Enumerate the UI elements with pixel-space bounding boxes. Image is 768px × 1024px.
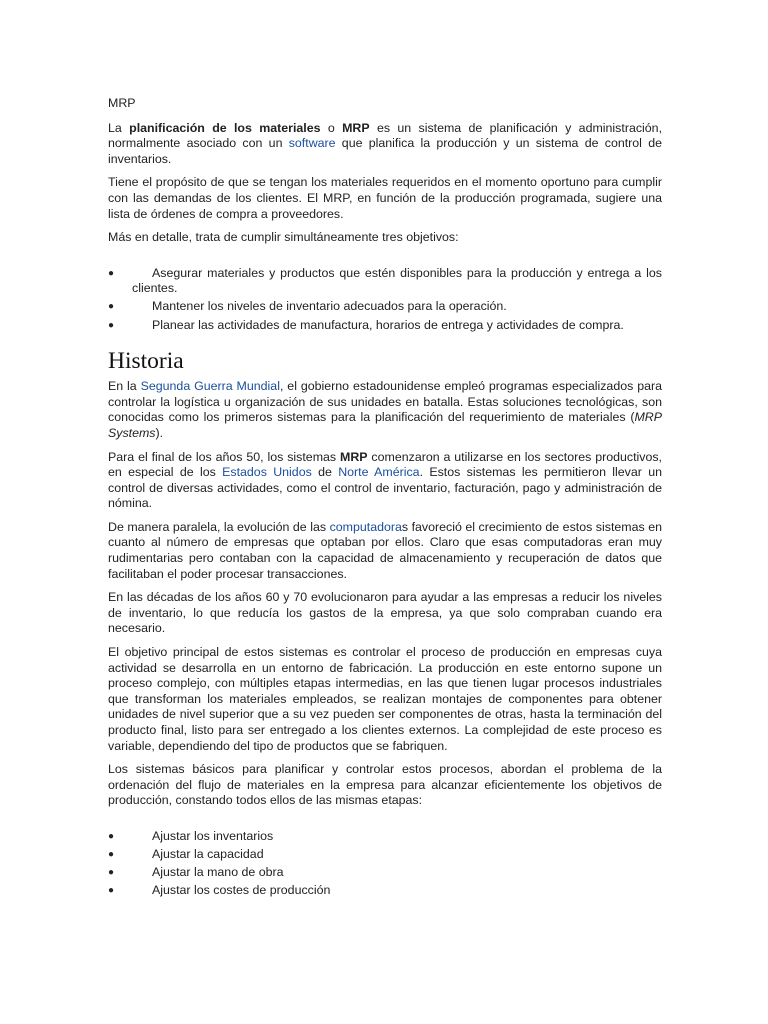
text-span: que planifica la producción y un sistema de control de inventarios. <box>108 136 662 166</box>
text-span: o <box>320 120 343 135</box>
section-heading-historia: Historia <box>108 348 184 375</box>
bullet-icon: ● <box>108 849 115 861</box>
link-norte-america[interactable]: Norte América <box>338 465 420 480</box>
link-segunda-guerra-mundial[interactable]: Segunda Guerra Mundial <box>140 379 280 394</box>
list-item-text: Mantener los niveles de inventario adecuados para la operación. <box>152 299 507 314</box>
list-item <box>108 299 662 315</box>
list-item-text: Ajustar los inventarios <box>152 828 274 843</box>
list-item-text: Planear las actividades de manufactura, horarios de entrega y actividades de compra. <box>152 317 624 332</box>
bullet-icon: ● <box>108 885 115 897</box>
historia-paragraph-3 <box>108 520 662 582</box>
list-item-text: Asegurar materiales y productos que estén disponibles para la producción y entrega a los clientes. <box>132 265 662 296</box>
list-item-text: Ajustar la capacidad <box>152 847 264 862</box>
text-span: de <box>311 465 339 480</box>
text-span: . Estos sistemas les permitieron llevar un control de diversas actividades, como el control de inventario, facturación, pago y administración de nómina. <box>108 465 662 511</box>
bold-term-planificacion: planificación de los materiales <box>129 120 321 135</box>
historia-paragraph-6: Los sistemas básicos para planificar y controlar estos procesos, abordan el problema de la ordenación del flujo de materiales en la empresa para alcanzar eficientemente los objetivos de producción, constando todos ellos de las mismas etapas: <box>108 762 662 808</box>
text-span: comenzaron a utilizarse en los sectores productivos, en especial de los <box>108 449 662 480</box>
text-span: es un sistema de planificación y administración, normalmente asociado con un <box>108 120 663 151</box>
bullet-icon: ● <box>108 267 115 279</box>
link-computadora[interactable]: computadora <box>329 519 402 534</box>
bullet-icon: ● <box>108 301 115 313</box>
document-title: MRP <box>108 96 136 110</box>
link-software[interactable]: software <box>288 136 336 151</box>
list-item <box>108 883 662 899</box>
intro-paragraph-3: Más en detalle, trata de cumplir simultáneamente tres objetivos: <box>108 230 459 245</box>
stages-list <box>108 829 662 899</box>
list-item-text: Ajustar los costes de producción <box>152 883 331 898</box>
objectives-list <box>108 266 662 333</box>
document-page <box>108 96 662 901</box>
italic-term-mrp-systems: MRP Systems <box>108 410 662 440</box>
list-item <box>108 847 662 863</box>
list-item <box>108 829 662 845</box>
historia-paragraph-1 <box>108 379 662 441</box>
bullet-icon: ● <box>108 830 115 842</box>
historia-paragraph-4: En las décadas de los años 60 y 70 evolucionaron para ayudar a las empresas a reducir los niveles de inventario, lo que reducía los gastos de la empresa, ya que solo compraban cuando era necesario. <box>108 590 662 636</box>
list-item <box>108 865 662 881</box>
historia-paragraph-2 <box>108 450 662 512</box>
text-span: , el gobierno estadounidense empleó programas especializados para controlar la logística u organización de sus unidades en batalla. Estas soluciones tecnológicas, son conocidas como los primeros sistemas para la planificación del requerimiento de materiales ( <box>108 379 662 425</box>
list-item <box>108 266 662 297</box>
intro-paragraph-1 <box>108 121 662 168</box>
bold-term-mrp: MRP <box>342 120 370 135</box>
text-span: s favoreció el crecimiento de estos sistemas en cuanto al número de empresas que optaban por ellos. Claro que esas computadoras eran muy rudimentarias pero contaban con la capacidad de almacenamiento y recuperación de datos que facilitaban el poder procesar transacciones. <box>108 519 662 581</box>
bullet-icon: ● <box>108 319 115 331</box>
intro-paragraph-2: Tiene el propósito de que se tengan los materiales requeridos en el momento oportuno para cumplir con las demandas de los clientes. El MRP, en función de la producción programada, sugiere una lista de órdenes de compra a proveedores. <box>108 175 662 221</box>
text-span: ). <box>155 425 164 440</box>
text-span: Para el final de los años 50, los sistemas <box>108 449 340 464</box>
list-item <box>108 318 662 334</box>
list-item-text: Ajustar la mano de obra <box>152 865 284 880</box>
text-span: La <box>108 120 130 135</box>
text-span: En la <box>108 379 141 394</box>
text-span: De manera paralela, la evolución de las <box>108 519 330 534</box>
historia-paragraph-5: El objetivo principal de estos sistemas es controlar el proceso de producción en empresas cuya actividad se desarrolla en un entorno de fabricación. La producción en este entorno supone un proceso complejo, con múltiples etapas intermedias, en las que tienen lugar procesos industriales que transforman los materiales empleados, se realizan montajes de componentes para obtener unidades de nivel superior que a su vez pueden ser componentes de otras, hasta la terminación del producto final, listo para ser entregado a los clientes externos. La complejidad de este proceso es variable, dependiendo del tipo de productos que se fabriquen. <box>108 645 662 753</box>
link-estados-unidos[interactable]: Estados Unidos <box>222 465 312 480</box>
bullet-icon: ● <box>108 867 115 879</box>
bold-term-mrp: MRP <box>340 449 368 464</box>
